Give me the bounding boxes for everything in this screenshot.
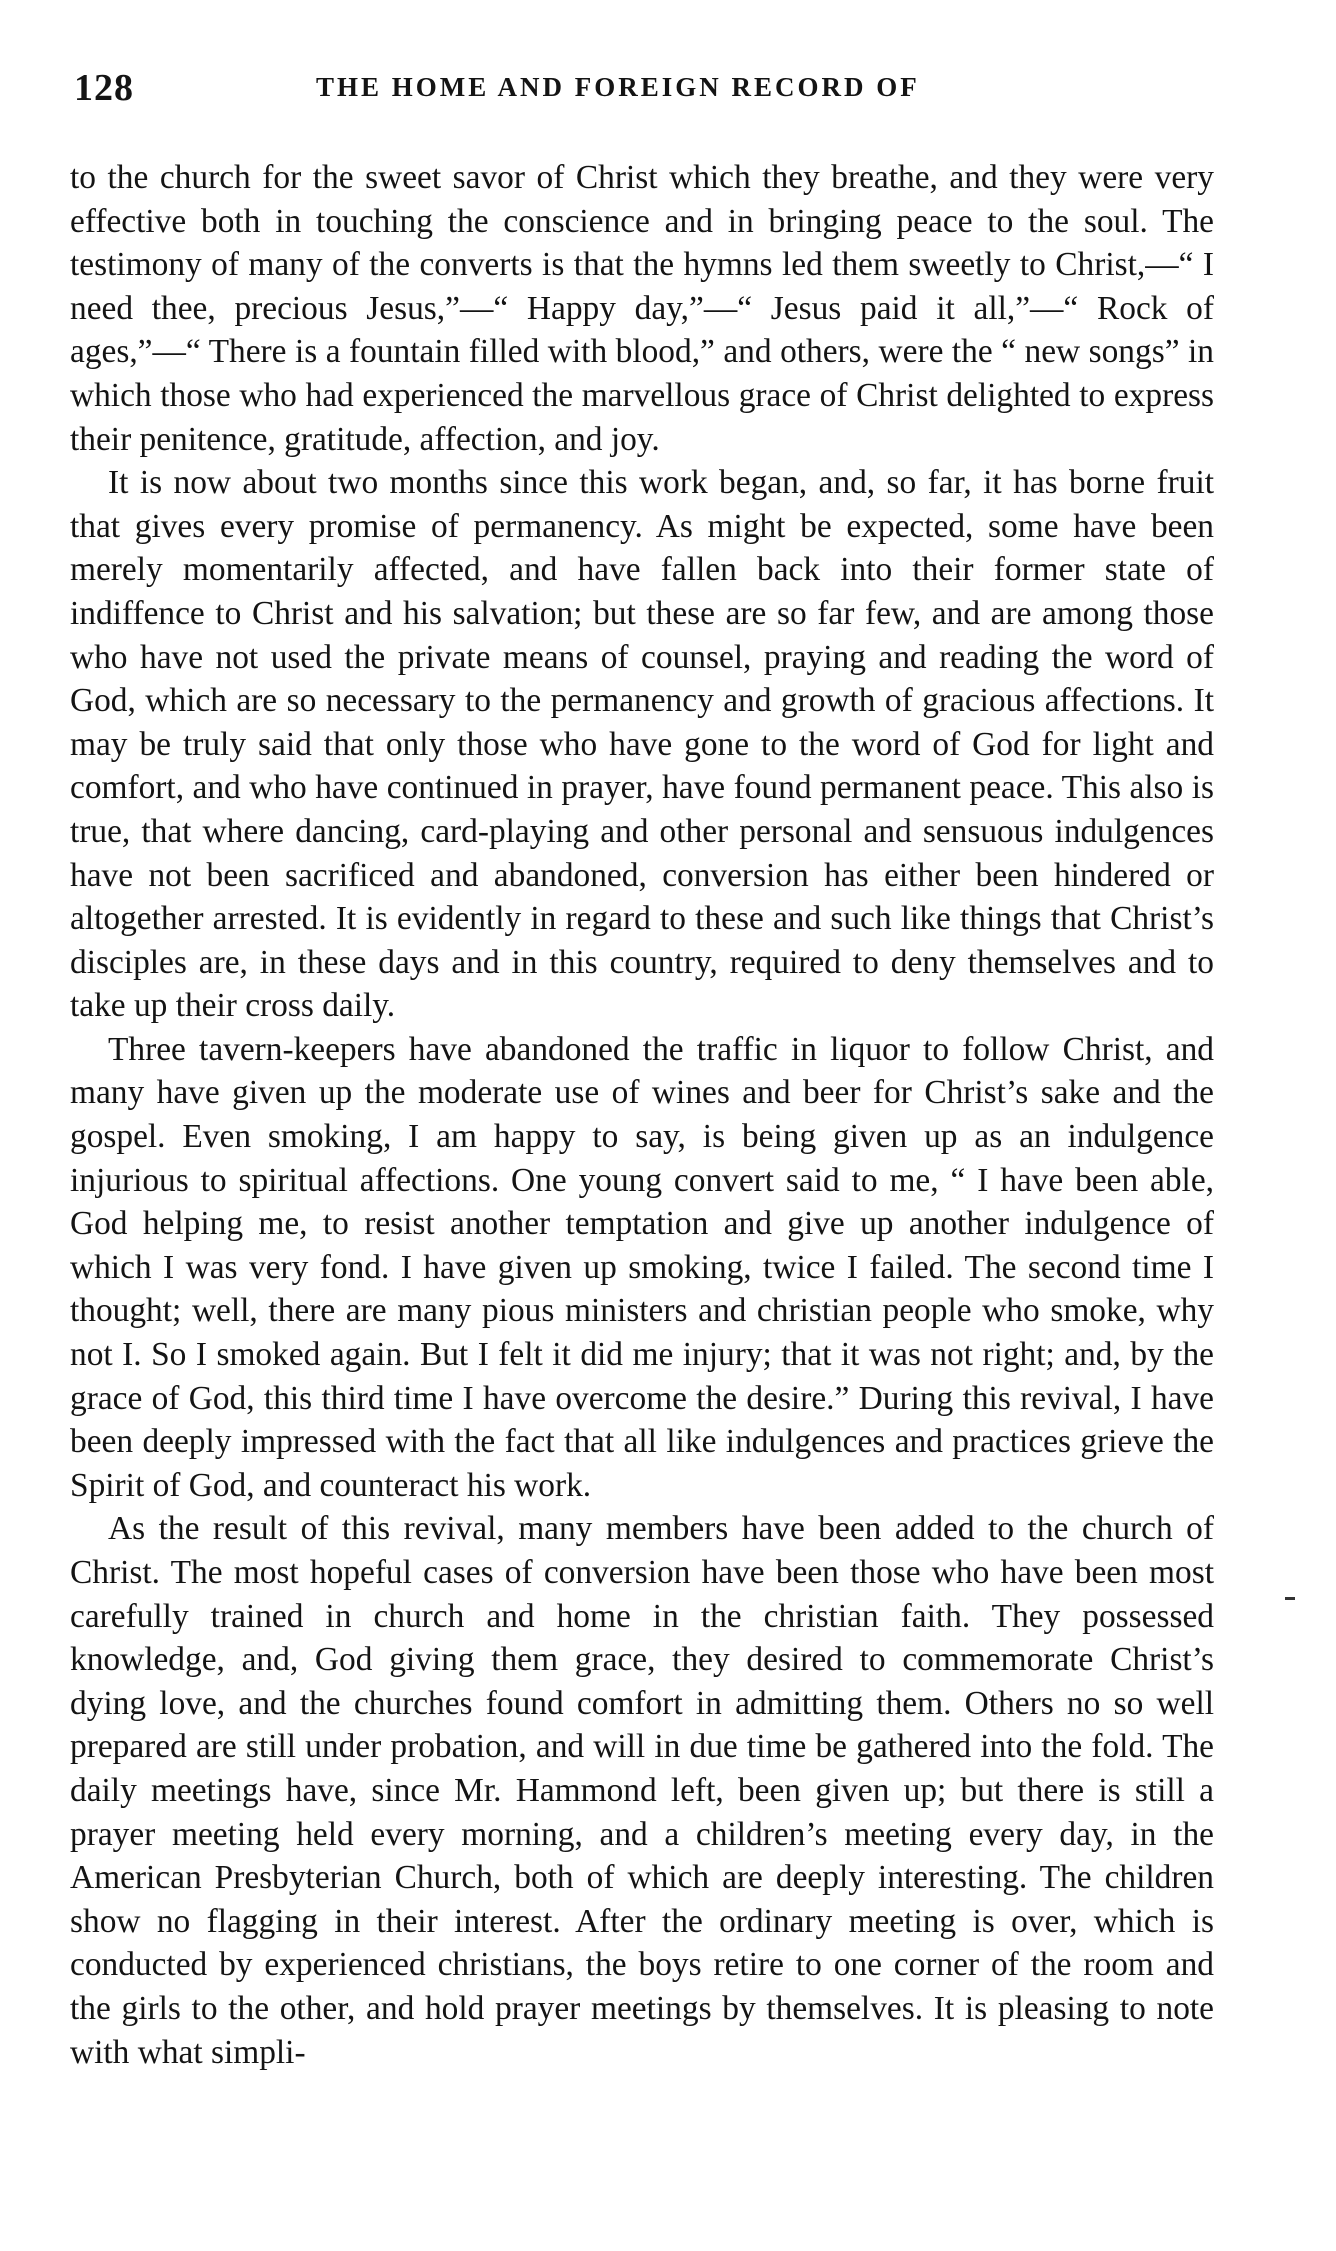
body-text xyxy=(66,156,1214,2074)
margin-mark xyxy=(1285,1597,1295,1600)
paragraph-2: It is now about two months since this work began, and, so far, it has borne fruit that gives every promise of permanency. As might be expected, some have been merely momentarily affected, and have fallen back into their former state of indiffence to Christ and his salvation; but these are so far few, and are among those who have not used the private means of counsel, praying and reading the word of God, which are so necessary to the permanency and growth of gracious affections. It may be truly said that only those who have gone to the word of God for light and comfort, and who have continued in prayer, have found permanent peace. This also is true, that where dancing, card-playing and other personal and sensuous indulgences have not been sacrificed and abandoned, conversion has either been hindered or altogether arrested. It is evidently in regard to these and such like things that Christ’s disciples are, in these days and in this country, required to deny themselves and to take up their cross daily. xyxy=(70,464,1214,1025)
running-title: THE HOME AND FOREIGN RECORD OF xyxy=(316,72,920,102)
paragraph-3: Three tavern-keepers have abandoned the traffic in liquor to follow Christ, and many have given up the moderate use of wines and beer for Christ’s sake and the gospel. Even smoking, I am happy to say, is being given up as an indulgence injurious to spiritual affections. One young convert said to me, “ I have been able, God helping me, to resist another temptation and give up another indulgence of which I was very fond. I have given up smoking, twice I failed. The second time I thought; well, there are many pious ministers and christian people who smoke, why not I. So I smoked again. But I felt it did me injury; that it was not right; and, by the grace of God, this third time I have overcome the desire.” During this revival, I have been deeply impressed with the fact that all like indulgences and practices grieve the Spirit of God, and counteract his work. xyxy=(70,1030,1214,1504)
page-number: 128 xyxy=(74,67,134,109)
page xyxy=(66,62,1214,2074)
paragraph-4: As the result of this revival, many members have been added to the church of Christ. The most hopeful cases of conversion have been those who have been most carefully trained in church and home in the christian faith. They possessed knowledge, and, God giving them grace, they desired to commemorate Christ’s dying love, and the churches found comfort in admitting them. Others no so well prepared are still under probation, and will in due time be gathered into the fold. The daily meetings have, since Mr. Hammond left, been given up; but there is still a prayer meeting held every morning, and a children’s meeting every day, in the American Presbyterian Church, both of which are deeply interesting. The children show no flagging in their interest. After the ordinary meeting is over, which is conducted by experienced christians, the boys retire to one corner of the room and the girls to the other, and hold prayer meetings by themselves. It is pleasing to note with what simpli- xyxy=(70,1510,1214,2071)
paragraph-1: to the church for the sweet savor of Christ which they breathe, and they were very effective both in touching the conscience and in bringing peace to the soul. The testimony of many of the converts is that the hymns led them sweetly to Christ,—“ I need thee, precious Jesus,”—“ Happy day,”—“ Jesus paid it all,”—“ Rock of ages,”—“ There is a fountain filled with blood,” and others, were the “ new songs” in which those who had experienced the marvellous grace of Christ delighted to express their penitence, gratitude, affection, and joy. xyxy=(70,159,1214,458)
running-head xyxy=(66,62,1214,122)
